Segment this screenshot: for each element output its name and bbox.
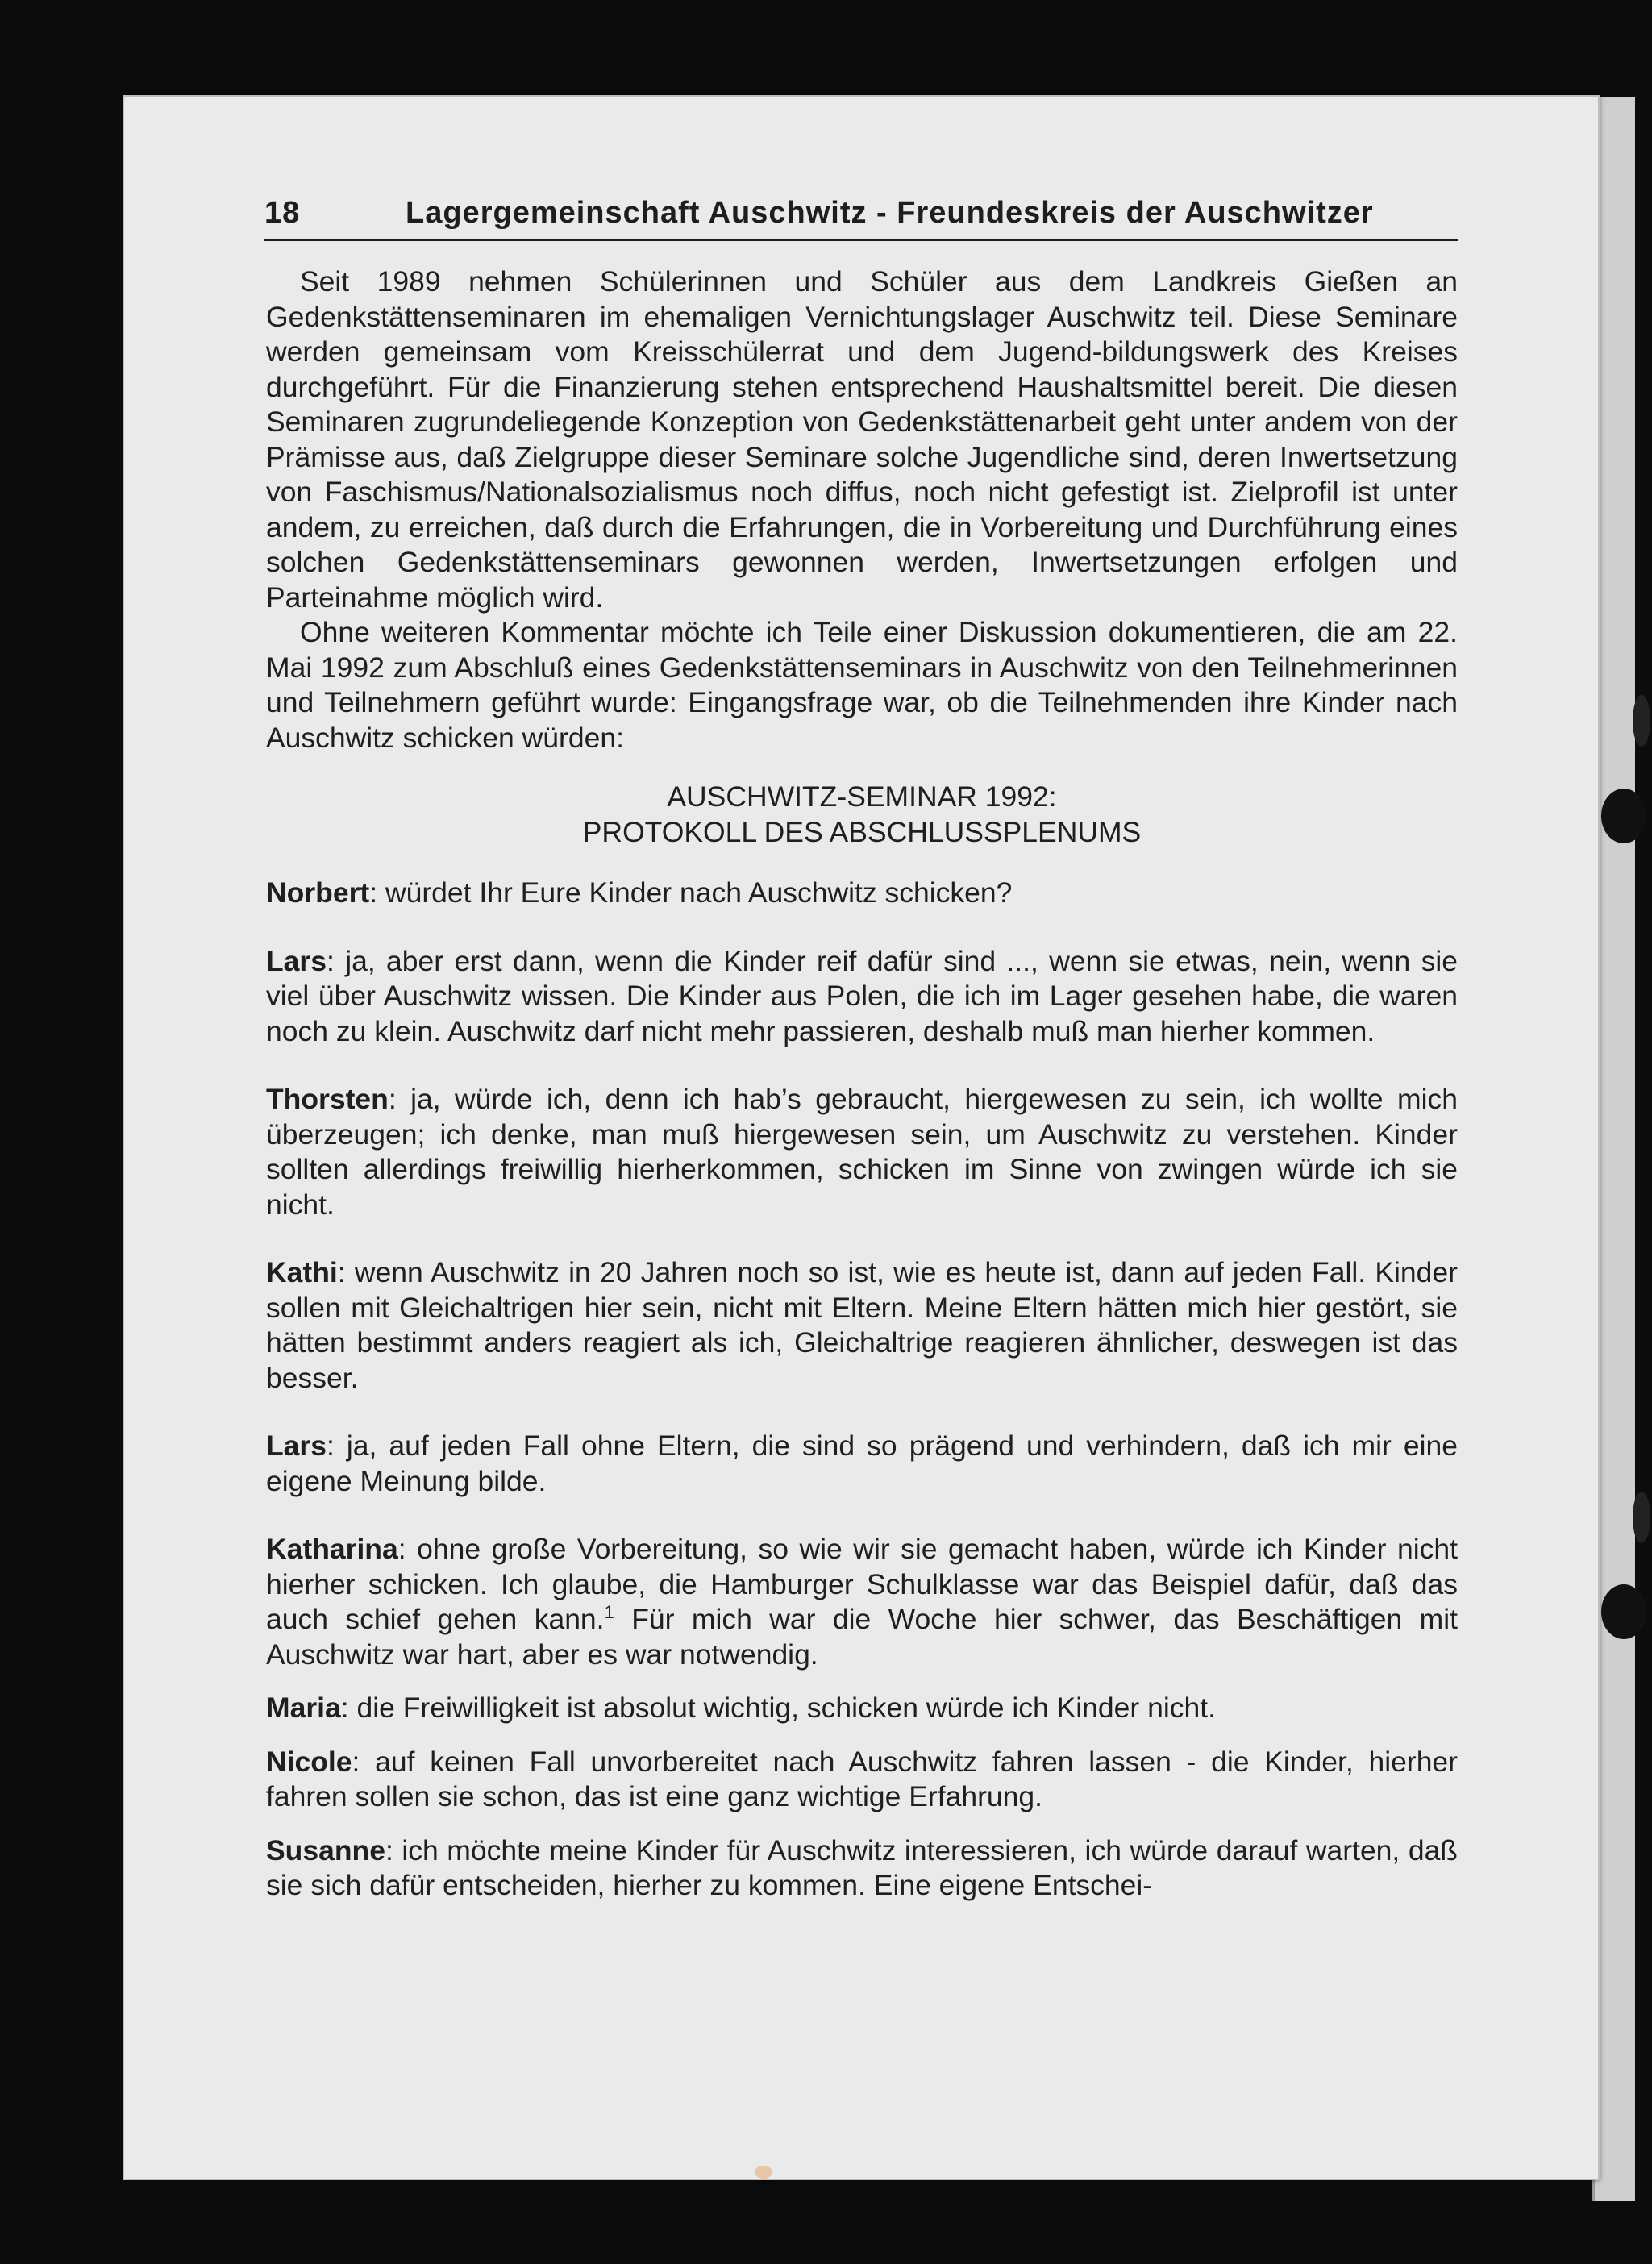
speaker-name: Kathi bbox=[266, 1256, 338, 1288]
speaker-name: Thorsten bbox=[266, 1083, 389, 1115]
statement-text: wenn Auschwitz in 20 Jahren noch so ist, wie es heute ist, dann auf jeden Fall. Kinder sollen mit Gleichaltrigen hier sein, nicht mit Eltern. Meine Eltern hätten mich hier gestört, sie hätten bestimmt anders reagiert als ich, Gleichaltrige reagieren ähnlicher, deswegen ist das besser. bbox=[266, 1256, 1458, 1394]
dialogue-entry-katharina: Katharina: ohne große Vorbereitung, so wie wir sie gemacht haben, würde ich Kinder nicht hierher schicken. Ich glaube, die Hamburger Schulklasse war das Beispiel dafür, daß das auch schief gehen kann.$^1$ Für mich war die Woche hier schwer, das Beschäftigen mit Auschwitz war hart, aber es war notwendig. bbox=[266, 1533, 1458, 1671]
speaker-name: Katharina bbox=[266, 1533, 398, 1565]
speaker-name: Norbert bbox=[266, 876, 370, 909]
footnote-marker: 1 bbox=[604, 1602, 614, 1623]
speaker-name: Lars bbox=[266, 1430, 327, 1462]
statement-text: ich möchte meine Kinder für Auschwitz interessieren, ich würde darauf warten, daß sie sich dafür entscheiden, hierher zu kommen. Eine eigene Entschei- bbox=[266, 1833, 1458, 1901]
intro-paragraph-2: Ohne weiteren Kommentar möchte ich Teile einer Diskussion dokumentieren, die am 22. Mai 1992 zum Abschluß eines Gedenkstättenseminars in Auschwitz von den Teilnehmerinnen und Teilnehmern geführt wurde: Eingangsfrage war, ob die Teilnehmenden ihre Kinder nach Auschwitz schicken würden: bbox=[266, 616, 1458, 754]
speaker-name: Maria bbox=[266, 1692, 341, 1724]
statement-text: ohne große Vorbereitung, so wie wir sie gemacht haben, würde ich Kinder nicht hierher schicken. Ich glaube, die Hamburger Schulklasse war das Beispiel dafür, daß das auch schief gehen kann. bbox=[266, 1533, 1458, 1635]
punch-hole-next-page-bottom bbox=[1633, 1492, 1650, 1543]
running-header bbox=[264, 187, 1458, 241]
protocol-title-line-2: PROTOKOLL DES ABSCHLUSSPLENUMS bbox=[582, 815, 1142, 848]
punch-hole-top bbox=[1601, 789, 1646, 843]
intro-paragraph-1: Seit 1989 nehmen Schülerinnen und Schüler aus dem Landkreis Gießen an Gedenkstättenseminaren im ehemaligen Vernichtungslager Auschwitz teil. Diese Seminare werden gemeinsam vom Kreisschülerrat und dem Jugend-bildungswerk des Kreises durchgeführt. Für die Finanzierung stehen entsprechend Haushaltsmittel bereit. Die diesen Seminaren zugrundeliegende Konzeption von Gedenkstättenarbeit geht unter andem von der Prämisse aus, daß Zielgruppe dieser Seminare solche Jugendliche sind, deren Inwertsetzung von Faschismus/Nationalsozialismus noch diffus, noch nicht gefestigt ist. Zielprofil ist unter andem, zu erreichen, daß durch die Erfahrungen, die in Vorbereitung und Durchführung eines solchen Gedenkstättenseminars gewonnen werden, Inwertsetzungen erfolgen und Parteinahme möglich wird. bbox=[266, 265, 1458, 614]
punch-hole-next-page-top bbox=[1633, 695, 1650, 747]
protocol-title bbox=[266, 780, 1458, 850]
paper-stain bbox=[755, 2166, 772, 2179]
dialogue-entry-norbert: Norbert: würdet Ihr Eure Kinder nach Auschwitz schicken? bbox=[266, 876, 1013, 909]
dialogue-entry-kathi: Kathi: wenn Auschwitz in 20 Jahren noch so ist, wie es heute ist, dann auf jeden Fall. Kinder sollen mit Gleichaltrigen hier sein, nicht mit Eltern. Meine Eltern hätten mich hier gestört, sie hätten bestimmt anders reagiert als ich, Gleichaltrige reagieren ähnlicher, deswegen ist das besser. bbox=[266, 1256, 1458, 1394]
dialogue-entry-maria: Maria: die Freiwilligkeit ist absolut wichtig, schicken würde ich Kinder nicht. bbox=[266, 1692, 1216, 1724]
speaker-name: Nicole bbox=[266, 1745, 352, 1778]
statement-text: ja, würde ich, denn ich hab’s gebraucht, hiergewesen zu sein, ich wollte mich überzeugen; ich denke, man muß hiergewesen sein, um Auschwitz zu verstehen. Kinder sollten allerdings freiwillig hierherkommen, schicken im Sinne von zwingen würde ich sie nicht. bbox=[266, 1083, 1458, 1221]
running-title: Lagergemeinschaft Auschwitz - Freundeskreis der Auschwitzer bbox=[406, 195, 1374, 230]
statement-text: würdet Ihr Eure Kinder nach Auschwitz schicken? bbox=[385, 876, 1013, 909]
statement-text: ja, auf jeden Fall ohne Eltern, die sind so prägend und verhindern, daß ich mir eine eigene Meinung bilde. bbox=[266, 1430, 1458, 1497]
dialogue-entry-nicole: Nicole: auf keinen Fall unvorbereitet nach Auschwitz fahren lassen - die Kinder, hierher fahren sollen sie schon, das ist eine ganz wichtige Erfahrung. bbox=[266, 1745, 1458, 1812]
statement-text-continued: Für mich war die Woche hier schwer, das Beschäftigen mit Auschwitz war hart, aber es war notwendig. bbox=[266, 1603, 1458, 1671]
dialogue-entry-lars: Lars: ja, aber erst dann, wenn die Kinder reif dafür sind ..., wenn sie etwas, nein, wenn sie viel über Auschwitz wissen. Die Kinder aus Polen, die ich im Lager gesehen habe, die waren noch zu klein. Auschwitz darf nicht mehr passieren, deshalb muß man hierher kommen. bbox=[266, 944, 1459, 1047]
statement-text: die Freiwilligkeit ist absolut wichtig, schicken würde ich Kinder nicht. bbox=[356, 1692, 1216, 1724]
speaker-name: Lars bbox=[266, 944, 327, 977]
page-content bbox=[266, 264, 1458, 1904]
statement-text: auf keinen Fall unvorbereitet nach Auschwitz fahren lassen - die Kinder, hierher fahren sollen sie schon, das ist eine ganz wichtige Erfahrung. bbox=[266, 1745, 1458, 1812]
page-number: 18 bbox=[264, 195, 301, 230]
dialogue-entry-lars-2: Lars: ja, auf jeden Fall ohne Eltern, die sind so prägend und verhindern, daß ich mir eine eigene Meinung bilde. bbox=[266, 1430, 1458, 1497]
dialogue-entry-thorsten: Thorsten: ja, würde ich, denn ich hab’s gebraucht, hiergewesen zu sein, ich wollte mich überzeugen; ich denke, man muß hiergewesen sein, um Auschwitz zu verstehen. Kinder sollten allerdings freiwillig hierherkommen, schicken im Sinne von zwingen würde ich sie nicht. bbox=[266, 1083, 1458, 1221]
protocol-title-line-1: AUSCHWITZ-SEMINAR 1992: bbox=[667, 780, 1057, 813]
statement-text: ja, aber erst dann, wenn die Kinder reif dafür sind ..., wenn sie etwas, nein, wenn sie viel über Auschwitz wissen. Die Kinder aus Polen, die ich im Lager gesehen habe, die waren noch zu klein. Auschwitz darf nicht mehr passieren, deshalb muß man hierher kommen. bbox=[266, 944, 1459, 1047]
speaker-name: Susanne bbox=[266, 1833, 385, 1867]
dialogue-entry-susanne: Susanne: ich möchte meine Kinder für Auschwitz interessieren, ich würde darauf warten, daß sie sich dafür entscheiden, hierher zu kommen. Eine eigene Entschei- bbox=[266, 1833, 1458, 1901]
punch-hole-bottom bbox=[1601, 1584, 1646, 1639]
